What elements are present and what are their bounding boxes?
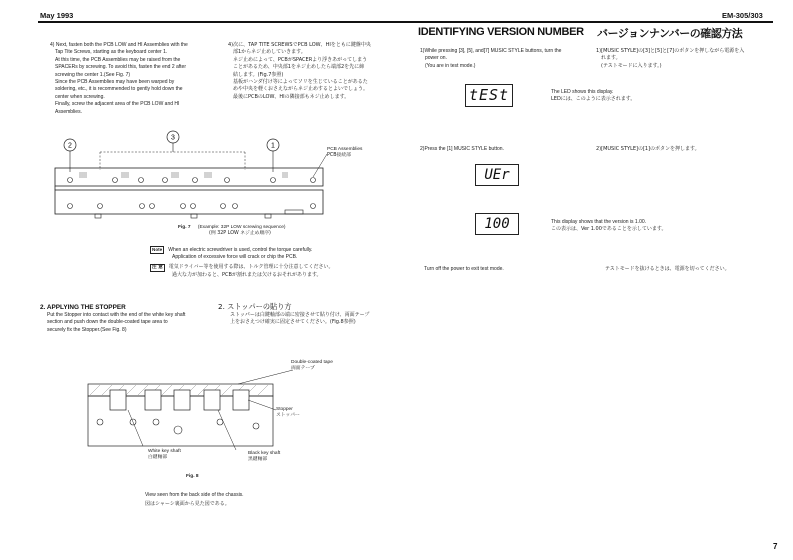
lcd-test-note: The LED shows this display. LEDには、このように表示されます。 [551,89,636,103]
header-model: EM-305/303 [722,11,763,20]
note-tag: Note [152,247,163,252]
fig8-stopper-label: Stopper ストッパー [276,407,300,418]
stopper-title-jp: 2. ストッパーの貼り方 [218,302,292,311]
lcd-ver-text: UEr [484,167,510,183]
header-rule [38,21,773,23]
lcd-version-note: This display shows that the version is 1.00. この表示は、Ver 1.00であることを示しています。 [551,219,667,233]
version-step2-jp: 2)[MUSIC STYLE]の[1]のボタンを押します。 [596,146,700,152]
lcd-test [465,84,513,107]
lcd-version-number-text: 100 [484,216,510,232]
right-title-jp: バージョンナンバーの確認方法 [597,27,743,40]
version-step2-en: 2)Press the [1] MUSIC STYLE button. [420,146,504,152]
fig7-pcb-drawing [55,130,335,225]
step4-jp: 4)次に、TAP TITE SCREWSでPCB LOW、HIをともに鍵盤中央 部1からネジ止めしていきます。 ネジ止めによって、PCBがSPACERより浮きあがってしまう ことがあるため、中央部1をネジ止めしたら端部2を先に締 結します。(Fig.7参照) 基板がハンダ付け等によってソリを生じていることがあるた めや中央を軽くおさえながらネジ止めするとよいでしょう。 最後にPCBのLOW、HIの隣接部もネジ止めします。 [228,42,371,100]
note-jp: 注 意 電気ドライバー等を使用する際は、トルク管理に十分注意してください。 過大な力が加わると、PCBが割れまたは欠けるおそれがあります。 [152,264,334,278]
fig8-tape-label: Double-coated tape 両面テープ [291,360,333,371]
version-step1-en: 1)While pressing [3], [5], and[7] MUSIC STYLE buttons, turn the power on. (You are in test mode.) [420,48,562,69]
stopper-en: Put the Stopper into contact with the end of the white key shaft section and push down the double-coated tape area to securely fix the Stopper.(See Fig. 8) [47,312,186,333]
right-title-en: IDENTIFYING VERSION NUMBER [418,26,584,38]
fig7-assy-label: PCB Assemblies PCB接続部 [327,147,363,158]
note-en: Note When an electric screwdriver is used, control the torque carefully. Application of excessive force will crack or chip the PCB. [152,247,313,261]
fig7-caption: Fig. 7 (Example: 32P LOW screwing sequence) (例 32P LOW ネジ止め順序) [178,225,286,236]
exit-test-en: Turn off the power to exit test mode. [424,266,504,272]
stopper-title: 2. APPLYING THE STOPPER [40,304,126,311]
fig8-view-note: View seen from the back side of the chassis. 図はシャーシ裏面から見た図である。 [145,492,244,508]
fig8-caption: Fig. 8 [186,474,199,479]
step4-en: 4) Next, fasten both the PCB LOW and HI Assemblies with the Tap Tite Screws, starting as the keyboard center 1. At this time, the PCB Assemblies may be raised from the SPACERs by screwing. To avoid this, fasten the end 2 after screwing the center 1.(See Fig. 7) Since the PCB Assemblies may have been warped by soldering, etc., it is recommended to gently hold down the center when screwing. Finally, screw the adjacent area of the PCB LOW and HI Assemblies. [50,42,188,115]
header-date: May 1993 [40,11,74,20]
exit-test-jp: テストモードを抜けるときは、電源を切ってください。 [605,266,730,272]
version-step1-jp: 1)[MUSIC STYLE]の[3]と[5]と[7]のボタンを押しながら電源を入 れます。 (テストモードに入ります。) [596,48,745,69]
lcd-ver [475,164,519,186]
callout-2-label: 2 [68,142,72,150]
lcd-test-text: tESt [468,86,510,104]
note-tag-jp: 注 意 [152,265,163,270]
fig8-white-key-label: White key shaft 白鍵軸部 [148,449,181,460]
fig8-stopper-drawing [88,370,288,460]
callout-1-label: 1 [271,142,275,150]
page-number: 7 [773,542,778,551]
fig8-black-key-label: Black key shaft 黒鍵軸部 [248,451,281,462]
lcd-version-number [475,213,519,235]
stopper-jp: ストッパーは白鍵軸部の端に密接させて貼り付け、両面テープ 上をおさえつけ確実に固定させてください。(Fig.8参照) [230,312,370,326]
callout-3-label: 3 [171,134,175,142]
